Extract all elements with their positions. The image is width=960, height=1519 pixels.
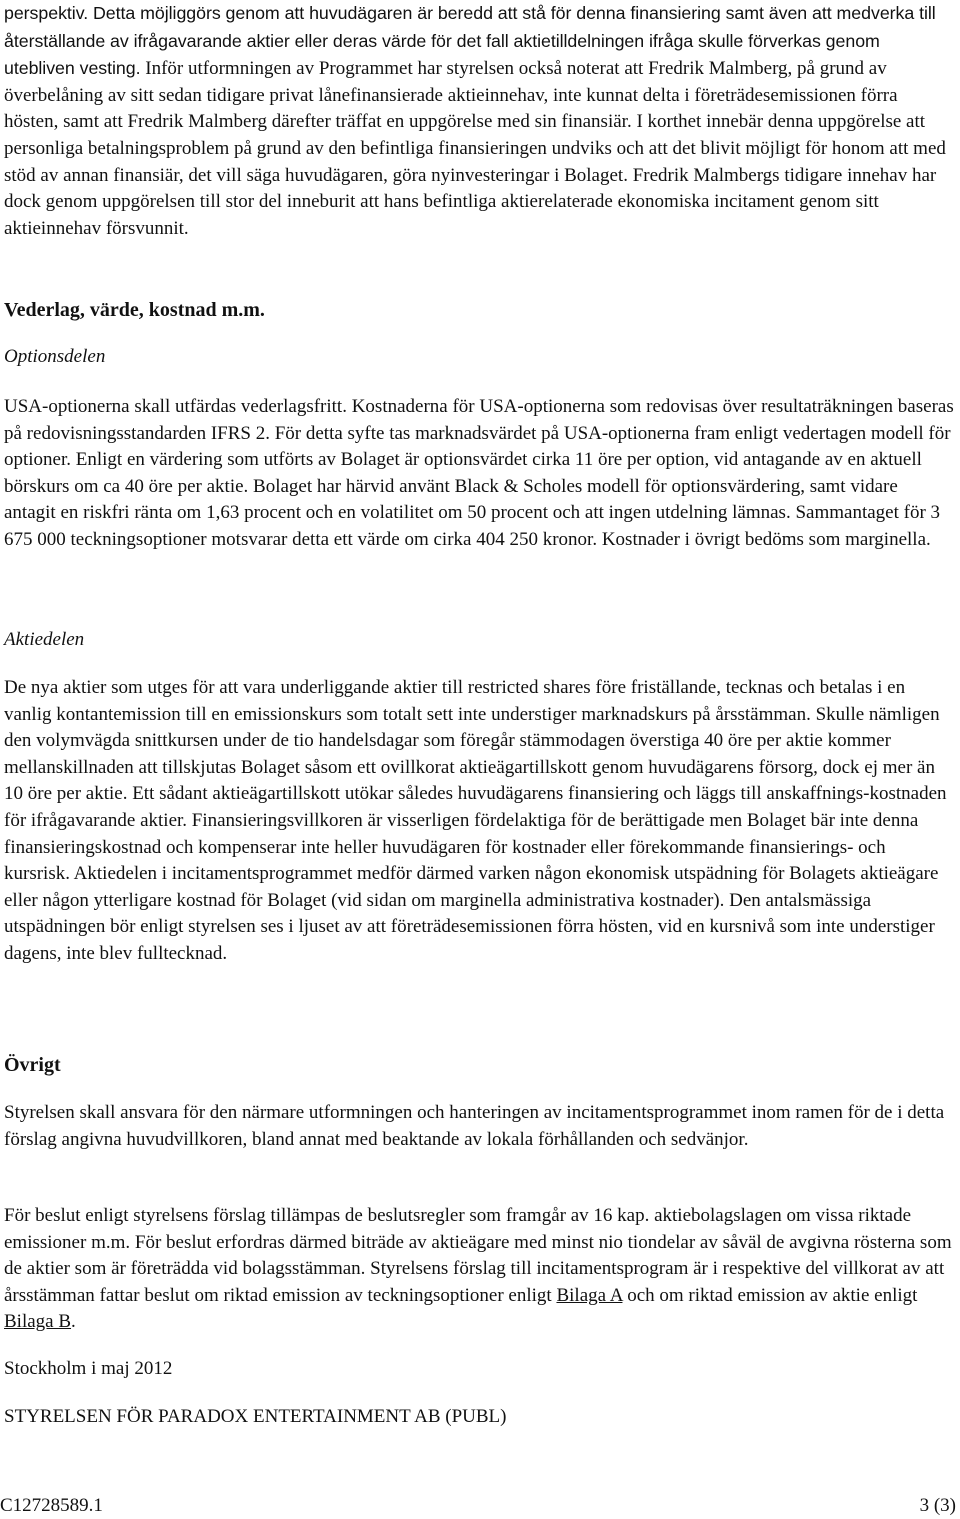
subheading-optionsdelen: Optionsdelen [4, 346, 106, 367]
document-id: C12728589.1 [0, 1495, 103, 1516]
section-heading-vederlag: Vederlag, värde, kostnad m.m. [4, 299, 265, 321]
ovrigt-paragraph-1: Styrelsen skall ansvara för den närmare utformningen och hanteringen av incitamentsprogrammet inom ramen för de i detta förslag angivna huvudvillkoren, bland annat med beaktande av lokala förhållanden och sedvänjor. [4, 1102, 945, 1150]
ovrigt-paragraph-2 [4, 1203, 954, 1336]
intro-serif-text: Inför utformningen av Programmet har styrelsen också noterat att Fredrik Malmberg, på grund av överbelåning av sitt sedan tidigare privat lånefinansierade aktieinnehav, inte kunnat delta i företrädesemissionen förra hösten, samt att Fredrik Malmberg därefter träffat en uppgörelse med sin finansiär. I korthet innebär denna uppgörelse att personliga betalningsproblem på grund av den befintliga finansieringen undviks och att det blivit möjligt för honom att med stöd av annan finansiär, det vill säga huvudägaren, göra nyinvesteringar i Bolaget. Fredrik Malmbergs tidigare innehav har dock genom uppgörelsen till stor del inneburit att hans befintliga aktierelaterade ekonomiska incitament genom sitt aktieinnehav försvunnit. [4, 58, 946, 239]
para2-text-before: För beslut enligt styrelsens förslag tillämpas de beslutsregler som framgår av 16 kap. aktiebolagslagen om vissa riktade emissioner m.m. För beslut erfordras därmed biträde av aktieägare med minst nio tiondelar av såväl de avgivna rösterna som de aktier som är företrädda vid bolagsstämman. Styrelsens förslag till incitamentsprogram är i respektive del villkorat av att årsstämman fattar beslut om riktad emission av teckningsoptioner enligt [4, 1205, 952, 1306]
page-number: 3 (3) [919, 1495, 956, 1516]
place-date: Stockholm i maj 2012 [4, 1358, 173, 1379]
optionsdelen-paragraph: USA-optionerna skall utfärdas vederlagsfritt. Kostnaderna för USA-optionerna som redovisas över resultaträkningen baseras på redovisningsstandarden IFRS 2. För detta syfte tas marknadsvärdet på USA-optionerna fram enligt vedertagen modell för optioner. Enligt en värdering som utförts av Bolaget är optionsvärdet cirka 11 öre per option, vid antagande av en aktuell börskurs om ca 40 öre per aktie. Bolaget har härvid använt Black & Scholes modell för optionsvärdering, samt vidare antagit en riskfri ränta om 1,63 procent och en volatilitet om 50 procent och att ingen utdelning lämnas. Sammantaget för 3 675 000 teckningsoptioner motsvarar detta ett värde om cirka 404 250 kronor. Kostnader i övrigt bedöms som marginella. [4, 396, 954, 550]
intro-sans-text: perspektiv. Detta möjliggörs genom att huvudägaren är beredd att stå för denna finansiering samt även att medverka till återställande av ifrågavarande aktier eller deras värde för det fall aktietilldelningen ifråga skulle förverkas genom utebliven vesting. [4, 3, 936, 79]
subheading-aktiedelen: Aktiedelen [4, 629, 85, 650]
aktiedelen-paragraph: De nya aktier som utges för att vara underliggande aktier till restricted shares före friställande, tecknas och betalas i en vanlig kontantemission till en emissionskurs som totalt sett inte understiger marknadskurs på årsstämman. Skulle nämligen den volymvägda snittkursen under de tio handelsdagar som föregår stämmodagen överstiga 40 öre per aktie kommer mellanskillnaden att tillskjutas Bolaget såsom ett ovillkorat aktieägartillskott genom huvudägarens försorg, dock ej mer än 10 öre per aktie. Ett sådant aktieägartillskott utökar således huvudägarens finansiering och läggs till anskaffnings-kostnaden för ifrågavarande aktier. Finansieringsvillkoren är visserligen fördelaktiga för de berättigade men Bolaget bär inte denna finansieringskostnad och kompenserar inte heller huvudägaren för kostnader eller förekommande finansierings- och kursrisk. Aktiedelen i incitamentsprogrammet medför därmed varken någon ekonomisk utspädning för Bolagets aktieägare eller någon ytterligare kostnad för Bolaget (vid sidan om marginella administrativa kostnader). Den antalsmässiga utspädningen bör enligt styrelsen ses i ljuset av att företrädesemissionen förra hösten, vid en kursnivå som inte understiger dagens, inte blev fulltecknad. [4, 677, 947, 964]
intro-paragraph [4, 0, 954, 242]
para2-text-middle: och om riktad emission av aktie enligt [622, 1284, 918, 1306]
bilaga-a-link[interactable]: Bilaga A [556, 1284, 623, 1306]
para2-text-after: . [71, 1311, 76, 1333]
section-heading-ovrigt: Övrigt [4, 1054, 61, 1076]
signatory: STYRELSEN FÖR PARADOX ENTERTAINMENT AB (PUBL) [4, 1406, 507, 1427]
bilaga-b-link[interactable]: Bilaga B [4, 1311, 72, 1333]
